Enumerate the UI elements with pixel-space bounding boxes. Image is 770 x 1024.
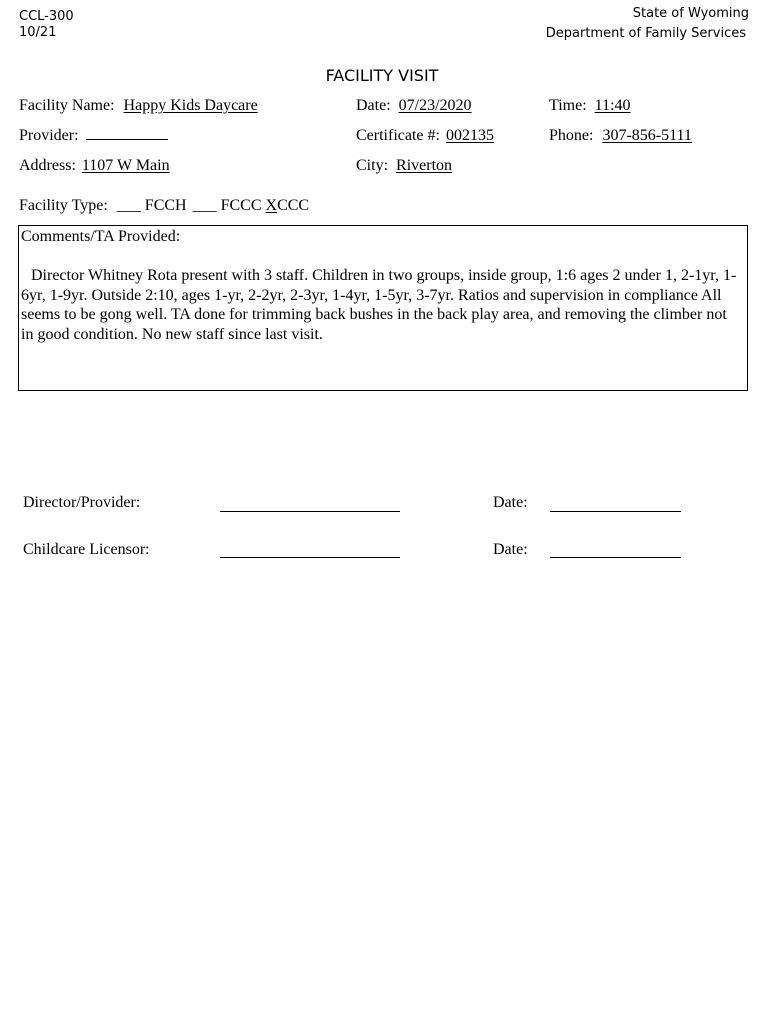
facility-type-option-fccc: FCCC [220,197,262,214]
facility-type-option-fcch: FCCH [144,197,187,214]
page-title: FACILITY VISIT [325,66,439,85]
director-date-line [550,511,681,512]
phone-value: 307-856-5111 [602,127,692,144]
form-revision-date: 10/21 [19,25,57,40]
certificate-label: Certificate #: [356,127,440,144]
city-label: City: [356,157,389,174]
address-value: 1107 W Main [81,157,170,174]
visit-date-value: 07/23/2020 [398,97,472,114]
facility-type-mark-ccc: X [265,197,278,214]
city-value: Riverton [396,157,453,174]
certificate-field [356,127,494,145]
city-field [356,157,452,175]
provider-field [19,127,168,145]
provider-value [86,127,168,140]
phone-field [549,127,692,145]
director-date-label: Date: [493,494,528,511]
facility-type-label: Facility Type: [19,197,108,214]
licensor-signature-label: Childcare Licensor: [23,541,150,558]
licensor-date-label: Date: [493,541,528,558]
visit-date-label: Date: [356,97,391,114]
certificate-value: 002135 [445,127,494,144]
comments-box [18,225,748,391]
provider-label: Provider: [19,127,79,144]
visit-date-field [356,97,472,115]
director-signature-line [220,511,400,512]
address-label: Address: [19,157,76,174]
department-name: Department of Family Services [545,26,746,41]
facility-type-mark-fcch: ___ [116,197,141,214]
facility-type-option-ccc: CCC [277,197,310,214]
licensor-signature-line [220,557,400,558]
phone-label: Phone: [549,127,594,144]
facility-name-field [19,97,258,115]
visit-time-field [549,97,631,115]
state-name: State of Wyoming [632,6,749,21]
visit-time-value: 11:40 [594,97,631,114]
form-id: CCL-300 [19,9,74,24]
licensor-date-line [550,557,681,558]
address-field [19,157,170,175]
facility-type-mark-fccc: ___ [192,197,217,214]
facility-type-field [19,197,309,215]
visit-time-label: Time: [549,97,587,114]
comments-text: Director Whitney Rota present with 3 staff. Children in two groups, inside group, 1:6 ages 2 under 1, 2-1yr, 1-6yr, 1-9yr. Outside 2:10, ages 1-yr, 2-2yr, 2-3yr, 1-4yr, 1-5yr, 3-7yr. Ratios and supervision in compliance All seems to be gong well. TA done for trimming back bushes in the back play area, and removing the climber not in good condition. No new staff since last visit. [21,267,737,343]
director-signature-label: Director/Provider: [23,494,141,511]
comments-label: Comments/TA Provided: [21,228,181,245]
facility-name-label: Facility Name: [19,97,115,114]
facility-name-value: Happy Kids Daycare [123,97,258,114]
